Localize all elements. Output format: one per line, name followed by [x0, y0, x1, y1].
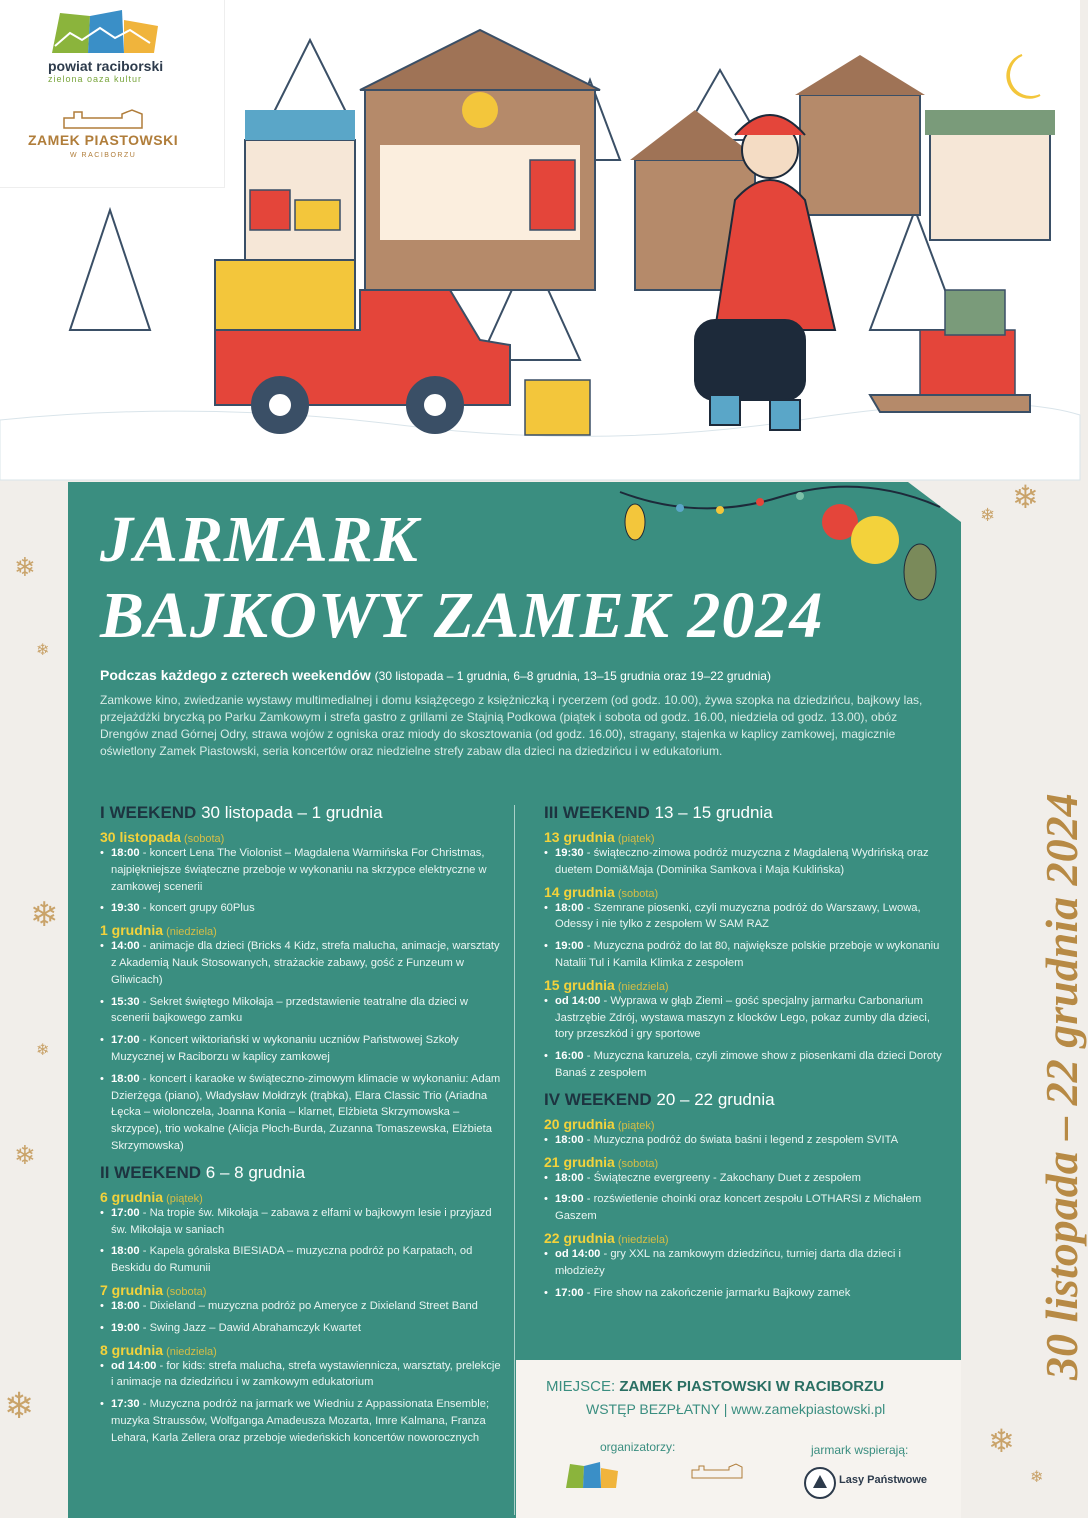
event-item [100, 1320, 502, 1337]
event-item [100, 900, 502, 917]
day-heading [544, 829, 944, 845]
event-time: 17:00 [555, 1286, 584, 1299]
event-item [100, 1396, 502, 1446]
location-label: MIEJSCE: [546, 1378, 620, 1395]
program-column-right [544, 803, 944, 1306]
weekend-range: 30 listopada – 1 grudnia [196, 803, 383, 822]
event-text: - Koncert wiktoriański w wykonaniu uczniów Państwowej Szkoły Muzycznej w Raciborzu w kaplicy zamkowej [111, 1034, 459, 1063]
event-item [544, 993, 944, 1043]
snowflake-icon: ❄ [14, 1140, 36, 1170]
weekend-label: II WEEKEND [100, 1162, 202, 1182]
event-text: - koncert i karaoke w świąteczno-zimowym klimacie w wykonaniu: Adam Dzierżęga (piano), Władysław Mołdrzyk (trąbka), Elara Classic Trio (Ariadna Łęcka – wiolonczela, Joanna Konia – klarnet, Elżbieta Skrzymowska – skrzypce), trio wokalne (Alicja Płoch-Burda, Zuzanna Tomaszewska, Elżbieta Skrzymowska) [111, 1072, 501, 1152]
event-item [544, 1285, 944, 1302]
powiat-logo-name: powiat raciborski [48, 58, 164, 74]
event-text: - Muzyczna karuzela, czyli zimowe show z piosenkami dla dzieci Doroty Banaś z zespołem [555, 1050, 942, 1079]
weekend-label: I WEEKEND [100, 803, 197, 822]
snowflake-icon: ❄ [14, 552, 36, 582]
day-of-week: (piątek) [163, 1192, 203, 1205]
event-time: 17:30 [111, 1398, 140, 1411]
title-line-1: JARMARK [100, 503, 419, 576]
event-item [100, 1243, 502, 1277]
event-time: 18:00 [555, 901, 584, 914]
powiat-logo-icon [50, 8, 160, 58]
weekend-range: 20 – 22 grudnia [651, 1089, 775, 1109]
snowflake-icon: ❄ [30, 896, 59, 934]
intro-lead [100, 667, 930, 683]
event-text: - koncert grupy 60Plus [139, 902, 255, 915]
day-of-week: (sobota) [614, 887, 659, 900]
day-date: 7 grudnia [100, 1281, 164, 1298]
event-text: - Na tropie św. Mikołaja – zabawa z elfami w bajkowym lesie i przyjazd św. Mikołaja w saniach [111, 1206, 492, 1236]
event-time: 19:00 [111, 1321, 140, 1334]
event-text: - Kapela góralska BIESIADA – muzyczna podróż po Karpatach, od Beskidu do Rumunii [111, 1245, 473, 1275]
weekend-heading [544, 803, 944, 823]
event-item [100, 938, 502, 988]
event-text: - rozświetlenie choinki oraz koncert zespołu LOTHARSI z Michałem Gaszem [555, 1193, 922, 1223]
event-text: - Muzyczna podróż do lat 80, największe polskie przeboje w wykonaniu Natalii Tul i Kamila Klimka z zespołem [555, 940, 940, 969]
event-item [100, 1032, 502, 1066]
weekend-heading [100, 1163, 502, 1183]
column-divider [514, 805, 515, 1515]
event-time: 18:00 [555, 1133, 584, 1146]
weekend-label: IV WEEKEND [544, 1089, 652, 1109]
day-of-week: (niedziela) [614, 980, 669, 993]
intro-lead-dates: (30 listopada – 1 grudnia, 6–8 grudnia, 13–15 grudnia oraz 19–22 grudnia) [374, 669, 771, 683]
event-text: - świąteczno-zimowa podróż muzyczna z Magdaleną Wydrińską oraz duetem Domi&Maja (Dominika Samkova i Maja Kuklińska) [555, 847, 929, 876]
event-text: - Dixieland – muzyczna podróż po Ameryce z Dixieland Street Band [139, 1299, 478, 1312]
event-text: - Swing Jazz – Dawid Abrahamczyk Kwartet [139, 1321, 361, 1334]
event-item [100, 1298, 502, 1315]
event-time: 14:00 [111, 940, 140, 953]
weekend-range: 6 – 8 grudnia [201, 1162, 306, 1182]
supporters-label: jarmark wspierają: [811, 1443, 909, 1457]
day-date: 20 grudnia [544, 1115, 615, 1132]
day-heading [544, 1116, 944, 1132]
event-time: od 14:00 [111, 1359, 157, 1372]
event-item [544, 1246, 944, 1280]
location-value: ZAMEK PIASTOWSKI W RACIBORZU [619, 1378, 885, 1395]
event-text: - Sekret świętego Mikołaja – przedstawienie teatralne dla dzieci w scenerii bajkowego zamku [111, 995, 468, 1025]
event-text: - Wyprawa w głąb Ziemi – gość specjalny jarmarku Carbonarium Jastrzębie Zdrój, wystawa maszyn z klocków Lego, pokaz zumby dla dzieci, tory przeszkód i gry sportowe [555, 994, 930, 1041]
snowflake-icon: ❄ [36, 642, 50, 659]
event-time: 18:00 [111, 1299, 140, 1312]
event-time: 18:00 [555, 1171, 584, 1184]
day-of-week: (niedziela) [163, 1345, 217, 1358]
event-item [100, 845, 502, 895]
event-item [100, 1205, 502, 1239]
weekend-heading [544, 1090, 944, 1110]
event-item [544, 1170, 944, 1187]
day-date: 22 grudnia [544, 1229, 615, 1246]
day-of-week: (niedziela) [163, 926, 217, 939]
day-date: 15 grudnia [544, 976, 615, 993]
event-item [544, 845, 944, 879]
event-text: - Świąteczne evergreeny - Zakochany Duet z zespołem [583, 1171, 861, 1184]
event-item [544, 900, 944, 934]
event-item [544, 938, 944, 972]
zamek-logo-sub: W RACIBORZU [70, 152, 137, 159]
day-of-week: (sobota) [614, 1157, 659, 1170]
snowflake-icon: ❄ [4, 1385, 35, 1426]
event-item [544, 1191, 944, 1225]
day-of-week: (sobota) [163, 1285, 207, 1298]
zamek-logo-name: ZAMEK PIASTOWSKI [28, 132, 179, 148]
program-column-left [100, 803, 502, 1452]
event-text: - animacje dla dzieci (Bricks 4 Kidz, strefa malucha, animacje, warsztaty z Akademią Nauk Stosowanych, strażackie zabawy, gość z Funzeum w Gliwicach) [111, 940, 500, 986]
day-date: 8 grudnia [100, 1341, 164, 1358]
event-time: 19:30 [111, 902, 140, 915]
day-heading [544, 884, 944, 900]
powiat-logo-tagline: zielona oaza kultur [48, 74, 143, 84]
intro-lead-text: Podczas każdego z czterech weekendów [100, 667, 371, 683]
info-box [516, 1360, 961, 1518]
event-time: 18:00 [111, 1245, 140, 1258]
day-date: 14 grudnia [544, 883, 615, 900]
side-date: 30 listopada – 22 grudnia 2024 [1036, 793, 1087, 1380]
organizers-label: organizatorzy: [600, 1440, 676, 1454]
event-text: - Muzyczna podróż na jarmark we Wiedniu z Appassionata Ensemble; muzyka Straussów, Wolfganga Amadeusza Mozarta, Imre Kalmana, Franza Lehara, Karla Zellera oraz przeboje wiedeńskich koncertów noworocznych [111, 1398, 490, 1444]
castle-logo-icon [62, 108, 152, 130]
event-time: 17:00 [111, 1034, 140, 1047]
organizer-logos-icon [564, 1460, 754, 1500]
day-heading [100, 1282, 502, 1298]
day-heading [544, 1154, 944, 1170]
event-item [100, 1358, 502, 1392]
event-time: 19:00 [555, 940, 584, 953]
day-heading [544, 1230, 944, 1246]
day-of-week: (sobota) [180, 833, 225, 845]
day-of-week: (niedziela) [614, 1233, 669, 1246]
snowflake-icon: ❄ [1012, 479, 1039, 515]
day-date: 13 grudnia [544, 829, 615, 845]
snowflake-icon: ❄ [980, 505, 996, 525]
event-text: - Muzyczna podróż do świata baśni i legend z zespołem SVITA [583, 1133, 899, 1146]
event-text: - koncert Lena The Violonist – Magdalena Warmińska For Christmas, najpiękniejsze świąteczne przeboje w wykonaniu na skrzypce elektryczne w zamkowej scenerii [111, 847, 487, 893]
event-item [544, 1132, 944, 1149]
day-heading [100, 829, 502, 845]
event-item [100, 994, 502, 1028]
day-heading [100, 1342, 502, 1358]
day-heading [544, 977, 944, 993]
intro-body: Zamkowe kino, zwiedzanie wystawy multimedialnej i domu książęcego z księżniczką i rycerzem (od godz. 10.00), żywa szopka na dziedzińcu, bajkowy las, przejażdżki bryczką po Parku Zamkowym i strefa gastro z grillami ze Stajnią Podkowa (piątek i sobota od godz. 16.00, niedziela od godz. 13.00), obóz Drengów znad Górnej Odry, strawa wojów z ogniska oraz miody do skosztowania (od godz. 16.00), stragany, stajenka w kaplicy zamkowej, magicznie oświetlony Zamek Piastowski, seria koncertów oraz niedzielne strefy zabaw dla dzieci na dziedzińcu i w edukatorium. [100, 693, 923, 758]
day-date: 30 listopada [100, 829, 181, 845]
event-text: - gry XXL na zamkowym dziedzińcu, turniej darta dla dzieci i młodzieży [555, 1247, 901, 1277]
day-heading [100, 922, 502, 938]
weekend-range: 13 – 15 grudnia [649, 803, 773, 822]
lasy-panstwowe-icon [803, 1466, 837, 1500]
entry-info: WSTĘP BEZPŁATNY | www.zamekpiastowski.pl [586, 1401, 886, 1417]
event-time: 17:00 [111, 1206, 140, 1219]
weekend-label: III WEEKEND [544, 803, 650, 822]
event-text: - Fire show na zakończenie jarmarku Bajkowy zamek [583, 1286, 851, 1299]
day-of-week: (piątek) [614, 1119, 655, 1132]
title-line-2: BAJKOWY ZAMEK 2024 [100, 579, 824, 652]
day-heading [100, 1189, 502, 1205]
event-text: - Szemrane piosenki, czyli muzyczna podróż do Warszawy, Lwowa, Odessy i nie tylko z zespołem W SAM RAZ [555, 901, 921, 931]
event-time: 16:00 [555, 1050, 584, 1063]
event-time: 18:00 [111, 847, 140, 859]
event-time: 19:00 [555, 1193, 584, 1206]
weekend-heading [100, 803, 502, 823]
event-time: od 14:00 [555, 994, 601, 1007]
snowflake-icon: ❄ [36, 1042, 50, 1059]
snowflake-icon: ❄ [1030, 1469, 1044, 1486]
event-item [544, 1048, 944, 1082]
event-time: 19:30 [555, 847, 584, 859]
supporter-name: Lasy Państwowe [839, 1474, 928, 1486]
logo-box [0, 0, 225, 188]
event-time: 15:30 [111, 995, 140, 1008]
event-time: 18:00 [111, 1072, 140, 1085]
event-text: - for kids: strefa malucha, strefa wystawiennicza, warsztaty, prelekcje i animacje na dziedzińcu i w zamkowym edukatorium [111, 1359, 501, 1389]
day-date: 6 grudnia [100, 1188, 164, 1205]
location [546, 1378, 884, 1395]
day-date: 21 grudnia [544, 1153, 615, 1170]
hero-illustration [0, 0, 1080, 480]
day-date: 1 grudnia [100, 922, 164, 939]
event-item [100, 1071, 502, 1155]
event-time: od 14:00 [555, 1247, 601, 1260]
day-of-week: (piątek) [614, 833, 655, 845]
snowflake-icon: ❄ [988, 1423, 1015, 1459]
